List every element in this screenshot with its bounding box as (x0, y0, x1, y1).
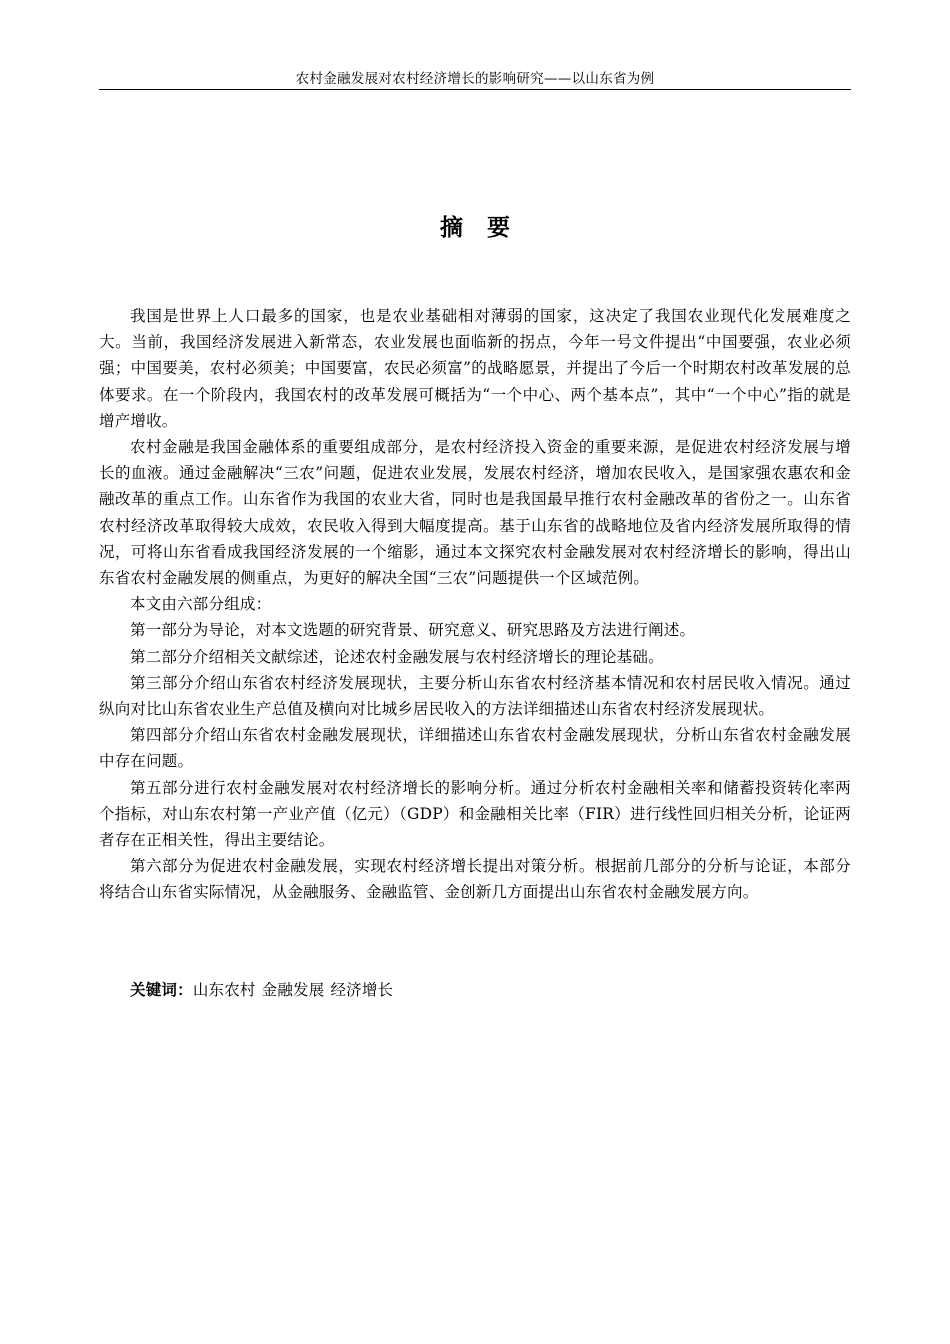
abstract-paragraph: 第六部分为促进农村金融发展，实现农村经济增长提出对策分析。根据前几部分的分析与论证，本部分将结合山东省实际情况，从金融服务、金融监管、金创新几方面提出山东省农村金融发展方向。 (99, 857, 851, 902)
header-divider (99, 89, 851, 90)
abstract-title: 摘 要 (439, 215, 518, 241)
abstract-paragraph: 第五部分进行农村金融发展对农村经济增长的影响分析。通过分析农村金融相关率和储蓄投资转化率两个指标，对山东农村第一产业产值（亿元）（GDP）和金融相关比率（FIR）进行线性回归相关分析，论证两者存在正相关性，得出主要结论。 (99, 778, 851, 850)
abstract-paragraph: 第三部分介绍山东省农村经济发展现状，主要分析山东省农村经济基本情况和农村居民收入情况。通过纵向对比山东省农业生产总值及横向对比城乡居民收入的方法详细描述山东省农村经济发展现状。 (99, 673, 851, 719)
abstract-paragraph: 本文由六部分组成： (130, 595, 272, 614)
keyword: 经济增长 (330, 981, 394, 999)
abstract-paragraph: 我国是世界上人口最多的国家，也是农业基础相对薄弱的国家，这决定了我国农业现代化发展难度之大。当前，我国经济发展进入新常态，农业发展也面临新的拐点，今年一号文件提出“中国要强，农业必须强；中国要美，农村必须美；中国要富，农民必须富”的战略愿景，并提出了今后一个时期农村改革发展的总体要求。在一个阶段内，我国农村的改革发展可概括为“一个中心、两个基本点”，其中“一个中心”指的就是增产增收。 (99, 307, 851, 430)
keywords-line (99, 977, 851, 1003)
keyword: 山东农村 (192, 981, 256, 999)
keyword: 金融发展 (261, 981, 325, 999)
abstract-paragraph: 农村金融是我国金融体系的重要组成部分，是农村经济投入资金的重要来源，是促进农村经济发展与增长的血液。通过金融解决“三农”问题，促进农业发展，发展农村经济，增加农民收入，是国家强农惠农和金融改革的重点工作。山东省作为我国的农业大省，同时也是我国最早推行农村金融改革的省份之一。山东省农村经济改革取得较大成效，农民收入得到大幅度提高。基于山东省的战略地位及省内经济发展所取得的情况，可将山东省看成我国经济发展的一个缩影，通过本文探究农村金融发展对农村经济增长的影响，得出山东省农村金融发展的侧重点，为更好的解决全国“三农”问题提供一个区域范例。 (99, 438, 851, 588)
abstract-paragraph: 第一部分为导论，对本文选题的研究背景、研究意义、研究思路及方法进行阐述。 (130, 621, 696, 640)
keywords-label: 关键词： (130, 981, 193, 999)
abstract-paragraph: 第四部分介绍山东省农村金融发展现状，详细描述山东省农村金融发展现状，分析山东省农村金融发展中存在问题。 (99, 726, 851, 771)
abstract-body (99, 303, 851, 906)
running-header: 农村金融发展对农村经济增长的影响研究——以山东省为例 (295, 71, 655, 87)
abstract-paragraph: 第二部分介绍相关文献综述，论述农村金融发展与农村经济增长的理论基础。 (130, 647, 664, 666)
